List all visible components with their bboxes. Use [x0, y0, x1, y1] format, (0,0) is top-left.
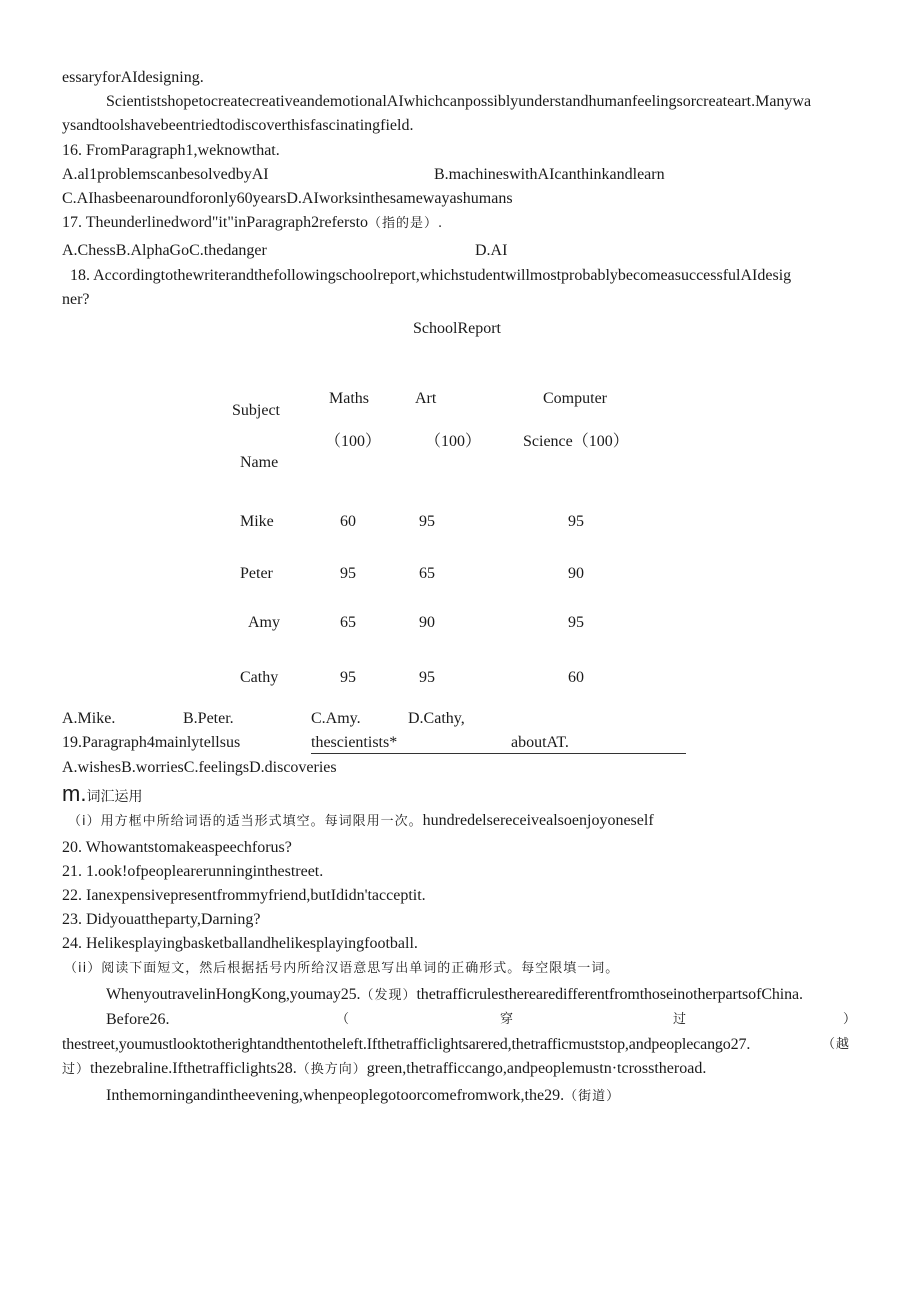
question-16-stem: 16. FromParagraph1,weknowthat.	[62, 142, 280, 159]
question-18-option-d: D.Cathy,	[408, 710, 465, 727]
part-1-word-box: hundredelsereceivealsoenjoyoneself	[422, 812, 654, 829]
part-1-instruction-text: 用方框中所给词语的适当形式填空。每词限用一次。	[100, 814, 423, 829]
row-name: Mike	[240, 513, 274, 530]
question-18-option-a: A.Mike.	[62, 710, 116, 727]
part-2-paragraph1-line4	[62, 1059, 706, 1080]
question-17-stem-text: 17. Theunderlinedword"it"inParagraph2refersto	[62, 214, 369, 231]
hint-cn: （换方向）	[296, 1062, 367, 1077]
hint-cn-char2: 过	[673, 1012, 688, 1027]
header-subject: Subject	[232, 402, 280, 419]
row-name: Cathy	[240, 669, 279, 686]
cell-maths: 65	[340, 614, 356, 631]
text: thestreet,youmustlooktotherightandthentotheleft.Ifthetrafficlightsarered,thetrafficmuststop,andpeoplecango27.	[62, 1036, 751, 1053]
header-computer-science-max: Science（100）	[523, 433, 629, 450]
cell-computer-science: 60	[568, 669, 584, 686]
header-computer: Computer	[543, 390, 607, 407]
question-17-stem	[62, 213, 443, 234]
header-art-max: （100）	[425, 433, 482, 450]
question-18-option-b: B.Peter.	[183, 710, 234, 727]
part-1-instruction	[68, 811, 654, 832]
passage-paragraph4-line2: ysandtoolshavebeentriedtodiscoverthisfascinatingfield.	[62, 117, 414, 134]
passage-line: essaryforAIdesigning.	[62, 69, 204, 86]
cell-art: 90	[419, 614, 435, 631]
passage-paragraph4-line1: ScientistshopetocreatecreativeandemotionalAIwhichcanpossiblyunderstandhumanfeelingsorcreateart.Manywa	[106, 93, 812, 110]
text: thezebraline.Ifthetrafficlights28.	[90, 1060, 297, 1077]
header-maths-max: （100）	[325, 433, 382, 450]
question-22: 22. Ianexpensivepresentfrommyfriend,butIdidn'tacceptit.	[62, 887, 426, 904]
text: thetrafficrulestherearedifferentfromthoseinotherpartsofChina.	[416, 986, 803, 1003]
question-19-stem: 19.Paragraph4mainlytellsus	[62, 734, 241, 751]
question-21: 21. 1.ook!ofpeoplearerunninginthestreet.	[62, 863, 324, 880]
question-17-stem-cn: （指的是）.	[368, 216, 444, 231]
part-2-paragraph2-line1	[106, 1086, 620, 1107]
question-20: 20. Whowantstomakeaspeechforus?	[62, 839, 292, 856]
question-24: 24. Helikesplayingbasketballandhelikesplayingfootball.	[62, 935, 418, 952]
question-19-blank-text1: thescientists*	[311, 734, 398, 751]
text: WhenyoutravelinHongKong,youmay25.	[106, 986, 361, 1003]
hint-cn-close: ）	[843, 1012, 858, 1027]
hint-cn: （发现）	[360, 988, 417, 1003]
cell-art: 95	[419, 513, 435, 530]
section-3-roman: m.	[62, 781, 87, 806]
part-2-paragraph1-line1	[106, 985, 803, 1006]
question-19-blank-text2: aboutAT.	[511, 734, 569, 751]
question-18-option-c: C.Amy.	[311, 710, 361, 727]
hint-cn-open: （	[336, 1012, 351, 1027]
cell-computer-science: 95	[568, 614, 584, 631]
question-18-stem-line1: 18. Accordingtothewriterandthefollowingschoolreport,whichstudentwillmostprobablybecomeasuccessfulAIdesig	[70, 267, 792, 284]
question-23: 23. Didyouattheparty,Darning?	[62, 911, 261, 928]
part-2-instruction-text: 阅读下面短文，然后根据括号内所给汉语意思写出单词的正确形式。每空限填一词。	[101, 961, 620, 976]
header-maths: Maths	[329, 390, 369, 407]
row-name: Amy	[248, 614, 280, 631]
part-2-label: （ii）	[64, 961, 102, 976]
text: Inthemorningandintheevening,whenpeoplegotoorcomefromwork,the29.	[106, 1087, 565, 1104]
hint-cn: （越	[822, 1037, 851, 1052]
hint-cn: 过）	[62, 1062, 91, 1077]
cell-maths: 60	[340, 513, 356, 530]
table-title: SchoolReport	[413, 320, 501, 337]
question-17-options-abc: A.ChessB.AlphaGoC.thedanger	[62, 242, 267, 259]
question-16-option-b: B.machineswithAIcanthinkandlearn	[434, 166, 665, 183]
cell-computer-science: 90	[568, 565, 584, 582]
section-3-title: 词汇运用	[86, 789, 143, 805]
question-19-blank[interactable]	[311, 733, 686, 754]
part-2-instruction	[64, 958, 619, 979]
header-name: Name	[240, 454, 279, 471]
hint-cn: （街道）	[564, 1089, 621, 1104]
cell-maths: 95	[340, 669, 356, 686]
row-name: Peter	[240, 565, 273, 582]
cell-maths: 95	[340, 565, 356, 582]
text: green,thetrafficcango,andpeoplemustn·tcrosstheroad.	[366, 1060, 707, 1077]
cell-computer-science: 95	[568, 513, 584, 530]
part-2-paragraph1-line2: Before26.	[106, 1011, 170, 1028]
question-18-stem-line2: ner?	[62, 291, 90, 308]
part-1-label: （i）	[68, 814, 101, 829]
header-art: Art	[415, 390, 437, 407]
cell-art: 65	[419, 565, 435, 582]
part-2-paragraph1-line3	[62, 1035, 750, 1055]
cell-art: 95	[419, 669, 435, 686]
section-3-heading	[62, 781, 143, 807]
question-17-option-d: D.AI	[475, 242, 508, 259]
question-16-options-cd: C.AIhasbeenaroundforonly60yearsD.AIworksinthesamewayashumans	[62, 190, 513, 207]
question-19-options: A.wishesB.worriesC.feelingsD.discoveries	[62, 759, 337, 776]
question-16-option-a: A.al1problemscanbesolvedbyAI	[62, 166, 269, 183]
hint-cn-char1: 穿	[500, 1012, 515, 1027]
